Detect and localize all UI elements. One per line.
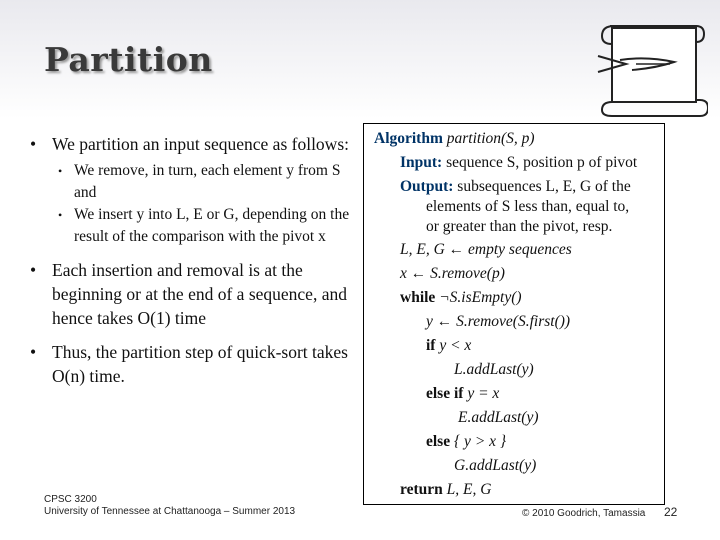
bullet-item — [30, 258, 350, 330]
footer-university: University of Tennessee at Chattanooga – Summer 2013 — [44, 506, 296, 517]
bullet-dot-icon: • — [30, 134, 37, 154]
bullet-text: We partition an input sequence as follows: — [52, 134, 349, 154]
sub-list — [30, 160, 350, 248]
sub-bullet-item — [30, 204, 350, 248]
algorithm-box — [363, 123, 665, 505]
bullet-text: Each insertion and removal is at the beginning or at the end of a sequence, and hence takes O(1) time — [52, 260, 347, 328]
content-bullets — [30, 132, 350, 392]
algorithm-line: else { y > x } — [426, 433, 507, 450]
sub-bullet-dot-icon: • — [58, 208, 63, 222]
bullet-item — [30, 340, 350, 388]
footer-course: CPSC 3200 — [44, 494, 97, 505]
slide-title: Partition — [44, 40, 213, 79]
algorithm-header — [374, 129, 535, 149]
algorithm-line: E.addLast(y) — [458, 409, 539, 426]
page-number: 22 — [664, 505, 678, 519]
algorithm-keyword: Algorithm — [374, 130, 443, 147]
sub-bullet-item — [30, 160, 350, 204]
sub-bullet-text: We insert y into L, E or G, depending on the result of the comparison with the pivot x — [74, 206, 350, 245]
bullet-dot-icon: • — [30, 342, 37, 362]
algorithm-line: L.addLast(y) — [454, 361, 534, 378]
algorithm-line: else if y = x — [426, 385, 500, 402]
algorithm-line: elements of S less than, equal to, — [426, 198, 630, 215]
bullet-text: Thus, the partition step of quick-sort takes O(n) time. — [52, 342, 348, 386]
algorithm-line: G.addLast(y) — [454, 457, 537, 474]
algorithm-line: x ← S.remove(p) — [400, 265, 505, 282]
algorithm-line: or greater than the pivot, resp. — [426, 218, 613, 235]
bullet-item — [30, 132, 350, 156]
algorithm-line: Output: subsequences L, E, G of the — [400, 178, 631, 195]
algorithm-line: y ← S.remove(S.first()) — [426, 313, 571, 330]
bullet-dot-icon: • — [30, 260, 37, 280]
footer-course-info — [44, 494, 295, 518]
algorithm-line: Input: sequence S, position p of pivot — [400, 154, 638, 171]
algorithm-line: L, E, G ← empty sequences — [400, 241, 572, 258]
sub-bullet-text: We remove, in turn, each element y from S and — [74, 162, 341, 201]
algorithm-line: return L, E, G — [400, 481, 492, 498]
scroll-icon — [596, 16, 708, 118]
algorithm-signature: partition(S, p) — [446, 130, 535, 147]
algorithm-line: if y < x — [426, 337, 472, 354]
sub-bullet-dot-icon: • — [58, 164, 63, 178]
algorithm-line: while ¬S.isEmpty() — [400, 289, 522, 306]
footer-copyright: © 2010 Goodrich, Tamassia — [522, 508, 646, 519]
